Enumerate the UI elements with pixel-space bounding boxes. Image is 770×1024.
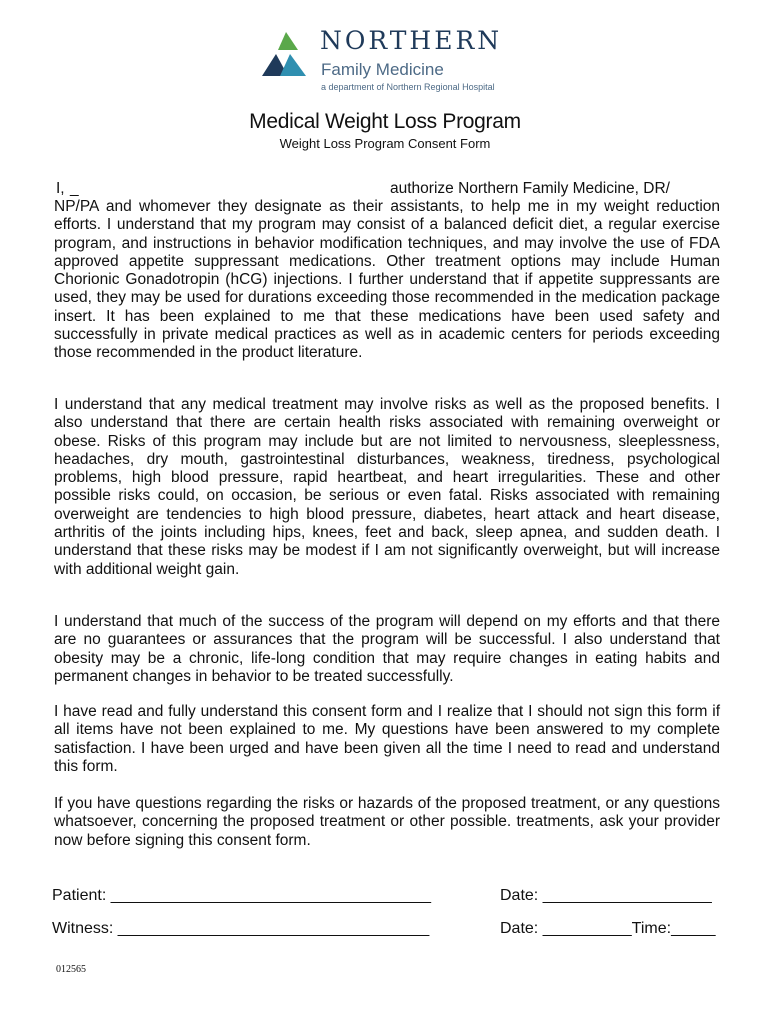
- consent-paragraph-2: I understand that any medical treatment may involve risks as well as the proposed benefits. I also understand that there are certain health risks associated with remaining overweight or obese. Risks of this program may include but are not limited to nervousness, sleeplessness, headaches, dry mouth, gastrointestinal disturbances, weakness, tiredness, psychological problems, high blood pressure, rapid heartbeat, and heart irregularities. These and other possible risks could, on occasion, be serious or even fatal. Risks associated with remaining overweight are tendencies to high blood pressure, diabetes, heart attack and heart disease, arthritis of the joints including hips, knees, feet and back, sleep apnea, and sudden death. I understand that these risks may be modest if I am not significantly overweight, but will increase with additional weight gain.: [54, 396, 720, 578]
- northern-logo-mark-icon: [254, 30, 312, 80]
- witness-signature-line[interactable]: Witness: ___________________________________: [52, 920, 430, 937]
- consent-paragraph-3: I understand that much of the success of the program will depend on my efforts and that there are no guarantees or assurances that the program will be successful. I also understand that obesity may be a chronic, life-long condition that may require changes in eating habits and permanent changes in behavior to be treated successfully.: [54, 613, 720, 685]
- intro-i: I,: [56, 180, 65, 197]
- patient-signature-line[interactable]: Patient: ____________________________________: [52, 887, 432, 904]
- document-title: Medical Weight Loss Program: [249, 110, 521, 133]
- logo-department: a department of Northern Regional Hospital: [321, 82, 495, 92]
- consent-paragraph-1: NP/PA and whomever they designate as their assistants, to help me in my weight reduction efforts. I understand that my program may consist of a balanced deficit diet, a regular exercise program, and instructions in behavior modification techniques, and may involve the use of FDA approved appetite suppressant medications. Other treatment options may include Human Chorionic Gonadotropin (hCG) injections. I further understand that if appetite suppressants are used, they may be used for durations exceeding those recommended in the medication package insert. It has been explained to me that these medications have been used safety and successfully in private medical practices as well as in academic centers for periods exceeding those recommended in the product literature.: [54, 198, 720, 362]
- name-blank[interactable]: _: [70, 180, 79, 197]
- intro-authorize: authorize Northern Family Medicine, DR/: [390, 180, 670, 197]
- consent-paragraph-5: If you have questions regarding the risks or hazards of the proposed treatment, or any questions whatsoever, concerning the proposed treatment or other possible. treatments, ask your provider now before signing this consent form.: [54, 795, 720, 849]
- form-code: 012565: [56, 964, 86, 975]
- consent-paragraph-4: I have read and fully understand this consent form and I realize that I should not sign this form if all items have not been explained to me. My questions have been answered to my complete satisfaction. I have been urged and have been given all the time I need to read and understand this form.: [54, 703, 720, 775]
- logo-name: NORTHERN: [320, 26, 503, 55]
- northern-logo: [254, 26, 524, 98]
- logo-subtitle: Family Medicine: [321, 60, 444, 79]
- patient-date-line[interactable]: Date: ___________________: [500, 887, 712, 904]
- document-subtitle: Weight Loss Program Consent Form: [279, 136, 491, 151]
- witness-date-time-line[interactable]: Date: __________Time:_____: [500, 920, 716, 937]
